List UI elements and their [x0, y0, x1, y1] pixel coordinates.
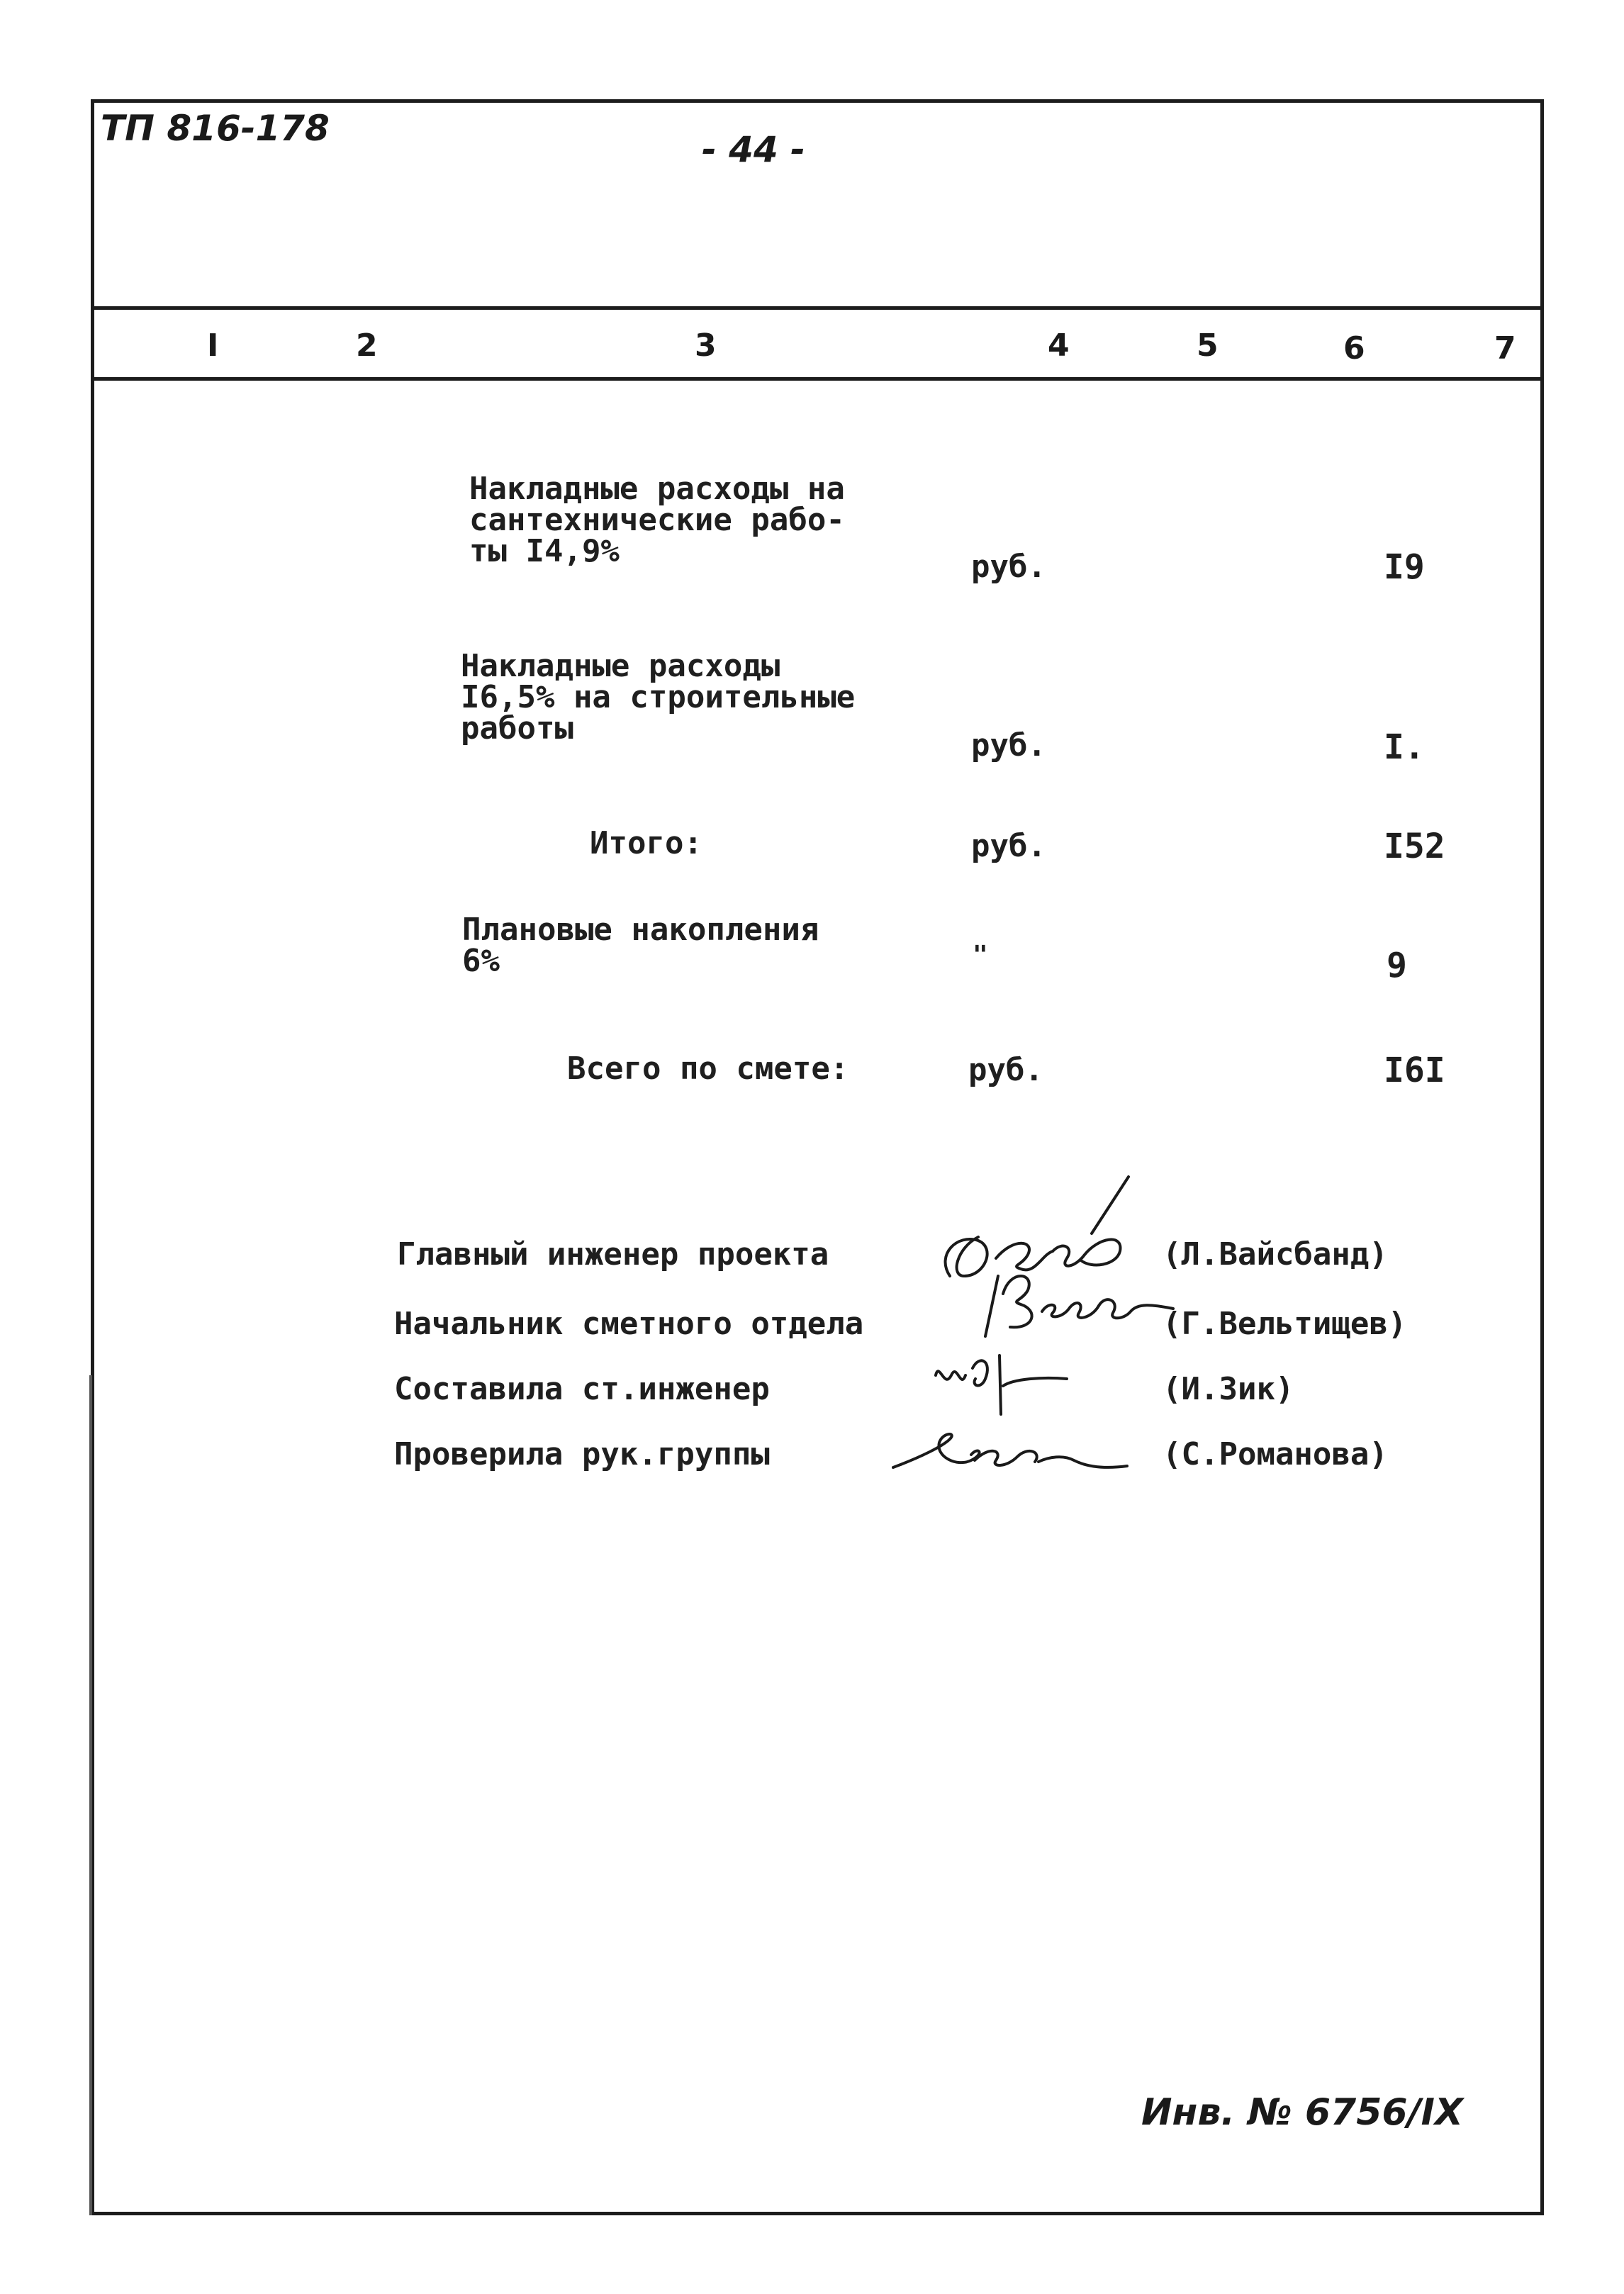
signature-role: Составила ст.инженер: [394, 1371, 770, 1407]
handwritten-signature: [879, 1418, 1141, 1489]
signature-role: Начальник сметного отдела: [394, 1306, 864, 1342]
signature-role: Главный инженер проекта: [397, 1236, 829, 1272]
row-description: Плановые накопления 6%: [462, 912, 819, 979]
row-description: Всего по смете:: [567, 1051, 849, 1087]
row-value: I.: [1384, 727, 1425, 767]
row-unit: ": [973, 941, 988, 970]
document-sheet: [91, 99, 1544, 2215]
row-unit: руб.: [968, 1052, 1043, 1088]
row-value: I6I: [1384, 1051, 1445, 1090]
column-number: 5: [1197, 328, 1219, 364]
column-number: I: [207, 328, 219, 364]
column-header-divider: [91, 377, 1544, 381]
signature-name: (Л.Вайсбанд): [1163, 1236, 1388, 1272]
row-value: I52: [1384, 827, 1445, 866]
handwritten-signature: [978, 1262, 1184, 1340]
column-number: 6: [1343, 330, 1365, 367]
row-unit: руб.: [971, 727, 1046, 763]
handwritten-signature: [929, 1347, 1092, 1418]
inventory-stamp: Инв. № 6756/IX: [1141, 2091, 1464, 2134]
row-value: I9: [1384, 547, 1425, 587]
page-number: - 44 -: [702, 129, 805, 170]
row-description: Накладные расходы I6,5% на строительные работы: [461, 648, 856, 746]
signature-name: (Г.Вельтищев): [1163, 1306, 1407, 1342]
doc-code: ТП 816-178: [101, 108, 330, 149]
column-number: 4: [1048, 328, 1070, 364]
column-number: 2: [356, 328, 378, 364]
column-number: 3: [695, 328, 717, 364]
signature-role: Проверила рук.группы: [394, 1436, 770, 1472]
signature-name: (И.Зик): [1163, 1371, 1294, 1407]
row-value: 9: [1387, 946, 1407, 985]
row-unit: руб.: [971, 828, 1046, 864]
margin-line: [89, 1375, 92, 2215]
row-description: Накладные расходы на сантехнические рабо- ты I4,9%: [469, 471, 845, 569]
header-divider: [91, 306, 1544, 310]
signature-name: (С.Романова): [1163, 1436, 1388, 1472]
row-unit: руб.: [971, 549, 1046, 585]
column-number: 7: [1494, 330, 1516, 367]
row-description: Итого:: [590, 825, 702, 861]
